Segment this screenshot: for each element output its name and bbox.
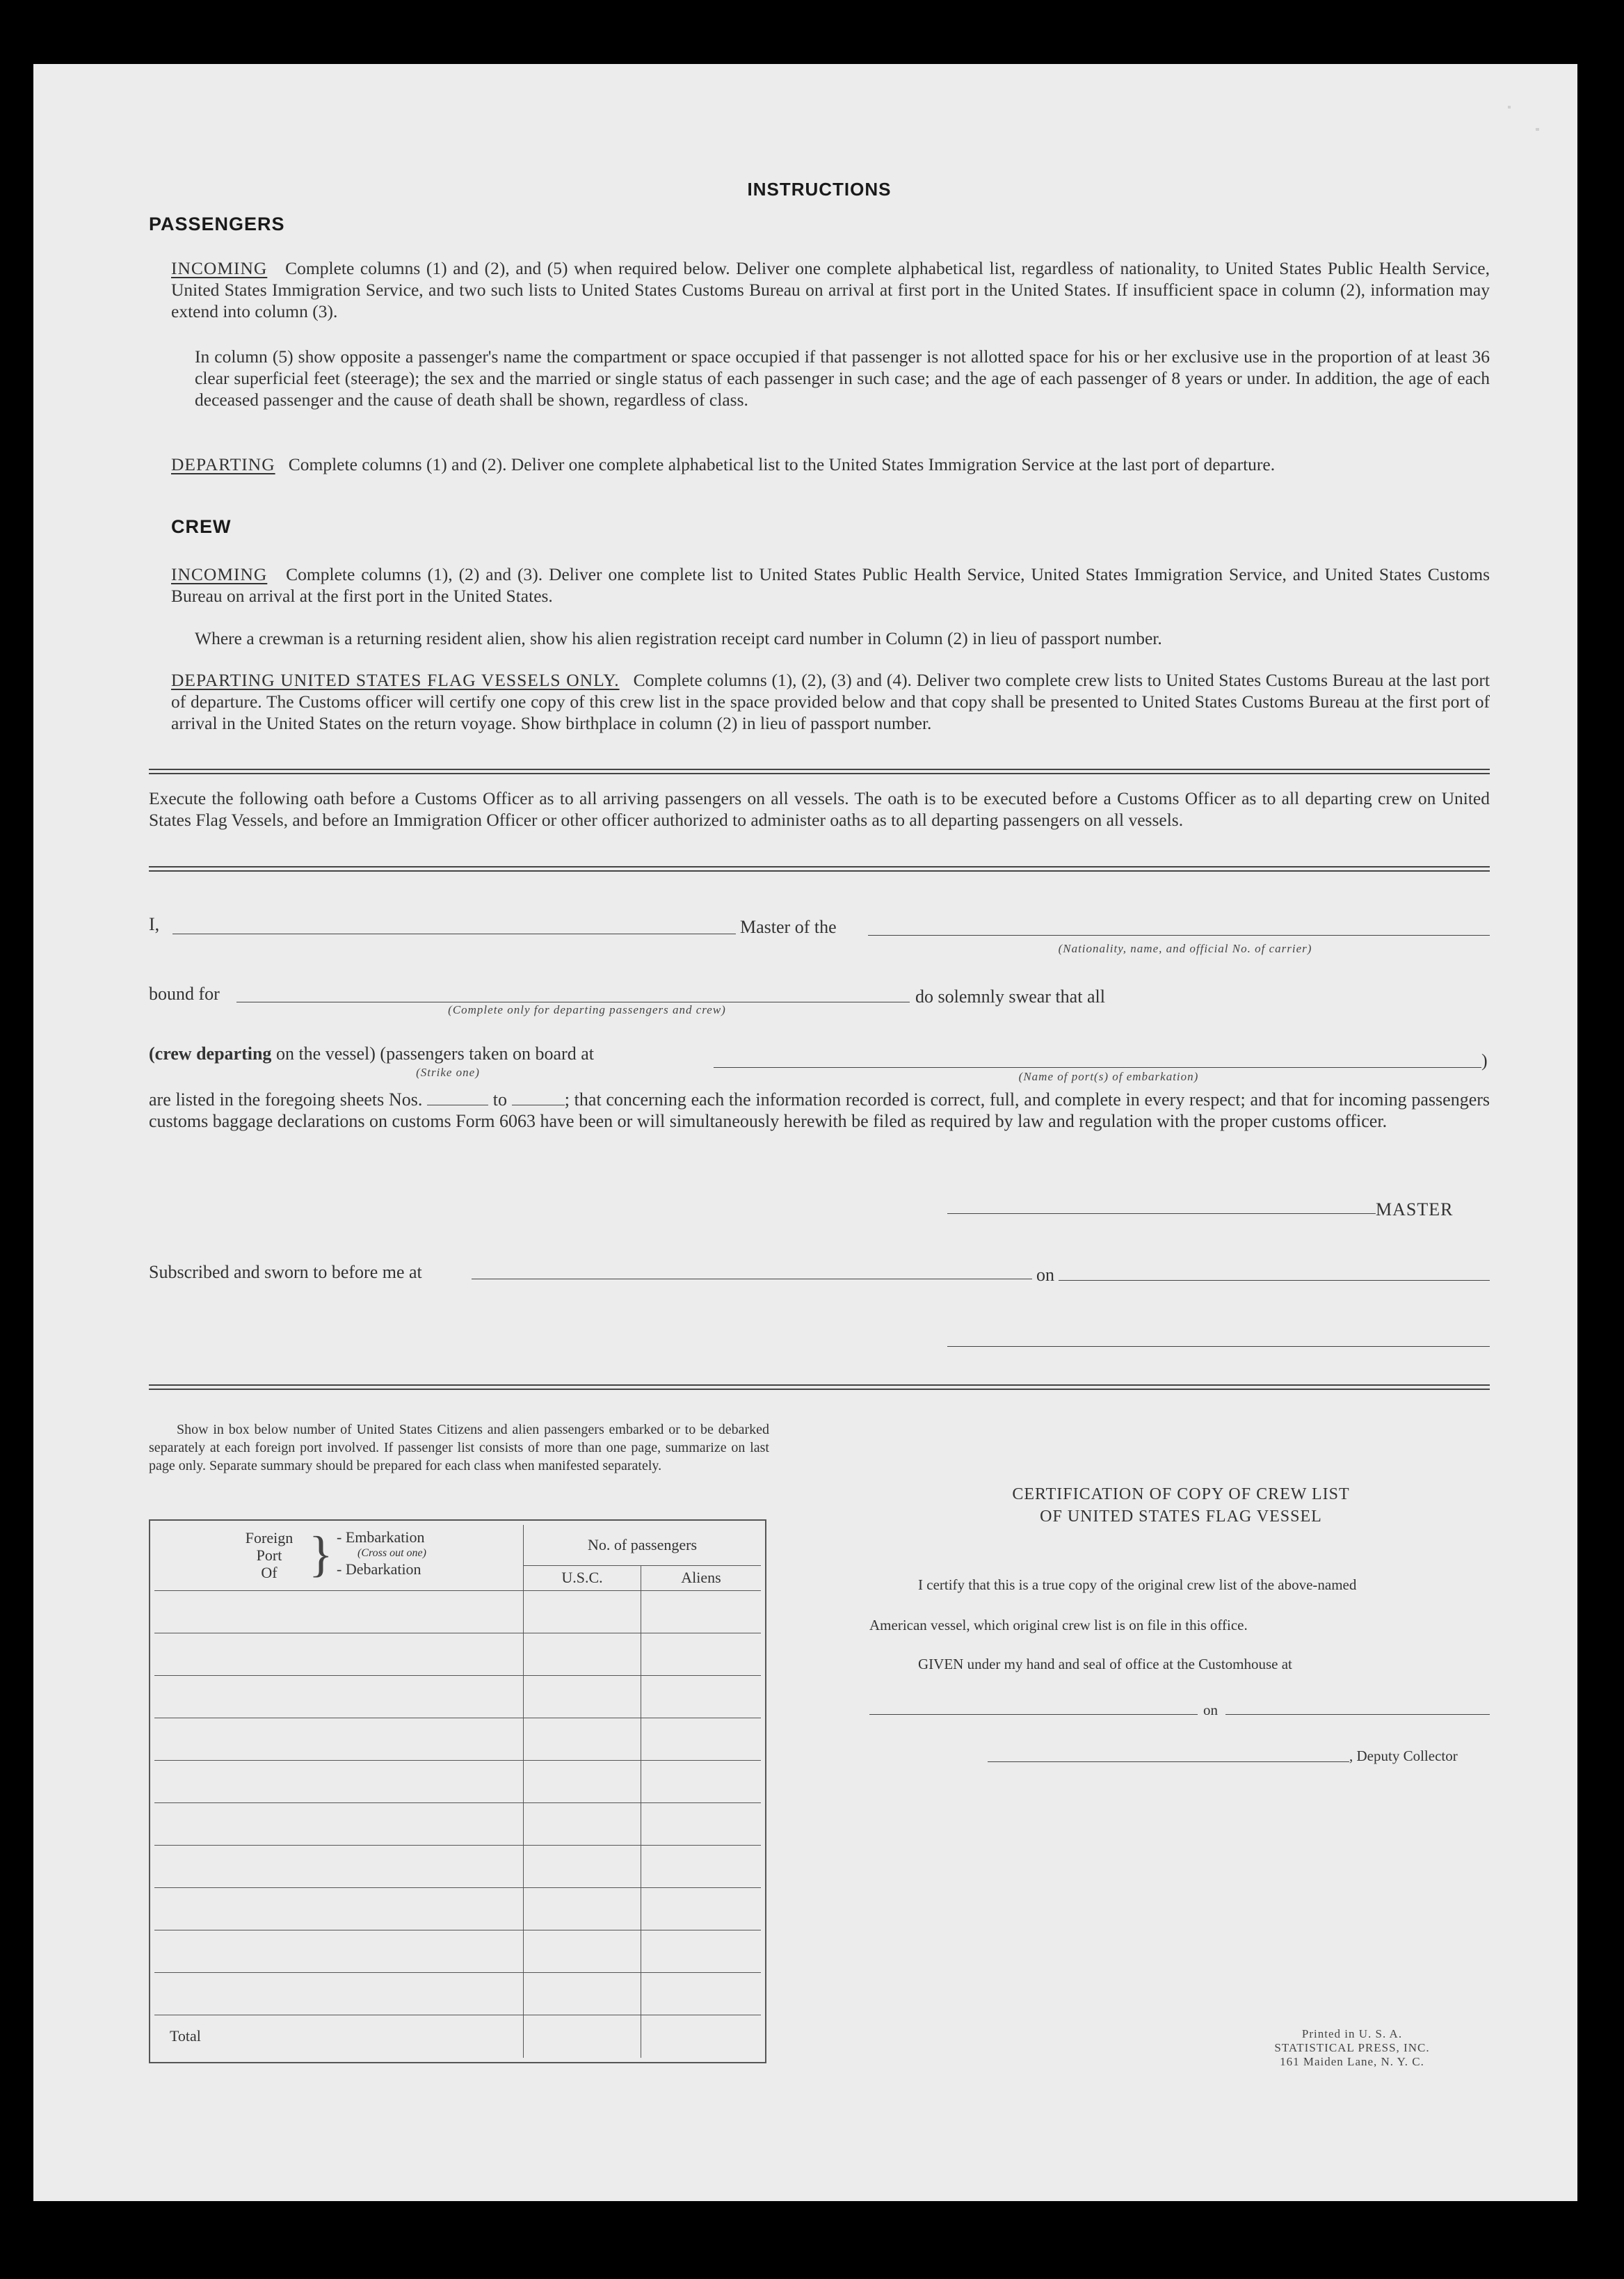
aliens-cell[interactable] (641, 1675, 762, 1718)
page-title: INSTRUCTIONS (747, 179, 892, 200)
port-embarkation-field[interactable] (714, 1067, 1481, 1068)
printer-line3: 161 Maiden Lane, N. Y. C. (1280, 2055, 1424, 2068)
carrier-field[interactable] (868, 935, 1490, 936)
brace-icon: } (309, 1526, 333, 1582)
port-cell[interactable] (154, 1887, 524, 1930)
printer-line1: Printed in U. S. A. (1301, 2027, 1403, 2040)
certification-title-line2: OF UNITED STATES FLAG VESSEL (1040, 1508, 1322, 1526)
aliens-cell[interactable] (641, 1718, 762, 1760)
crew-passengers-line (149, 1043, 594, 1064)
passengers-incoming-label: INCOMING (171, 258, 268, 278)
cross-out-label: (Cross out one) (357, 1547, 426, 1559)
cert-date-field[interactable] (1225, 1714, 1490, 1715)
crew-departing-paragraph (171, 669, 1490, 734)
passengers-departing-text: Complete columns (1) and (2). Deliver one complete alphabetical list to the United States Immigration Service at the last port of departure. (288, 454, 1276, 474)
listed-paragraph (149, 1089, 1490, 1132)
sworn-date-field[interactable] (1059, 1280, 1490, 1281)
on-vessel-text: on the vessel) (275, 1043, 376, 1064)
passengers-departing-paragraph (171, 454, 1490, 475)
certification-title-line1: CERTIFICATION OF COPY OF CREW LIST (1012, 1485, 1350, 1503)
foreign-port-header (154, 1525, 524, 1590)
no-passengers-header: No. of passengers (524, 1525, 762, 1565)
certify-line-2: American vessel, which original crew list is on file in this office. (869, 1617, 1248, 1633)
passengers-taken-text: (passengers taken on board at (380, 1043, 594, 1064)
to-label: to (492, 1089, 508, 1110)
crew-incoming-text: Complete columns (1), (2) and (3). Deliver one complete list to United States Public Health Service, United States Immigration Service, and United States Customs Bureau on arrival at the first port in the United States. (171, 564, 1490, 606)
port-cell[interactable] (154, 1972, 524, 2015)
aliens-cell[interactable] (641, 1802, 762, 1845)
sheet-to-field[interactable] (512, 1092, 565, 1105)
given-line: GIVEN under my hand and seal of office at the Customhouse at (918, 1656, 1292, 1672)
usc-cell[interactable] (524, 1887, 641, 1930)
summary-note: Show in box below number of United States Citizens and alien passengers embarked or to be debarked separately at each foreign port involved. If passenger list consists of more than one page, summarize on last page only. Separate summary should be prepared for each class when manifested separately. (149, 1422, 769, 1473)
passengers-heading: PASSENGERS (149, 214, 285, 234)
divider (149, 1384, 1490, 1390)
close-paren: ) (1481, 1050, 1488, 1071)
subscribed-label: Subscribed and sworn to before me at (149, 1262, 422, 1282)
passengers-incoming-paragraph (171, 257, 1490, 322)
port-caption: (Name of port(s) of embarkation) (1018, 1070, 1199, 1083)
passengers-departing-label: DEPARTING (171, 454, 275, 474)
aliens-cell[interactable] (641, 1760, 762, 1802)
crew-resident-paragraph: Where a crewman is a returning resident alien, show his alien registration receipt card number in Column (2) in lieu of passport number. (195, 628, 1162, 648)
master-signature-field[interactable] (947, 1213, 1376, 1214)
usc-cell[interactable] (524, 1675, 641, 1718)
summary-table (154, 1525, 761, 2058)
strike-caption: (Strike one) (416, 1066, 480, 1079)
debarkation-label: - Debarkation (337, 1560, 421, 1578)
usc-cell[interactable] (524, 1845, 641, 1887)
usc-cell[interactable] (524, 1718, 641, 1760)
total-usc-cell[interactable] (524, 2015, 641, 2058)
usc-cell[interactable] (524, 1760, 641, 1802)
aliens-cell[interactable] (641, 1887, 762, 1930)
master-of-label: Master of the (740, 917, 837, 937)
crew-heading: CREW (171, 516, 232, 537)
divider (149, 866, 1490, 872)
speck (1536, 128, 1539, 131)
crew-incoming-paragraph (171, 563, 1490, 607)
swear-label: do solemnly swear that all (915, 986, 1105, 1007)
usc-header: U.S.C. (524, 1565, 641, 1590)
aliens-cell[interactable] (641, 1590, 762, 1633)
port-cell[interactable] (154, 1930, 524, 1972)
port-cell[interactable] (154, 1760, 524, 1802)
usc-cell[interactable] (524, 1930, 641, 1972)
certify-line: I certify that this is a true copy of the original crew list of the above-named (918, 1576, 1357, 1593)
total-label: Total (154, 2015, 524, 2058)
master-label: MASTER (1376, 1199, 1454, 1220)
passengers-incoming-text: Complete columns (1) and (2), and (5) when required below. Deliver one complete alphabetical list, regardless of nationality, to United States Public Health Service, United States Immigration Service, and two such lists to United States Customs Bureau on arrival at first port in the United States. If insufficient space in column (2), information may extend into column (3). (171, 258, 1490, 321)
nationality-caption: (Nationality, name, and official No. of carrier) (1058, 942, 1312, 955)
port-cell[interactable] (154, 1675, 524, 1718)
listed-suffix: ; that concerning each the information recorded is correct, full, and complete in every respect; and that for incoming passengers customs baggage declarations on customs Form 6063 have been or will simultaneously herewith be filed as required by law and regulation with the proper customs officer. (149, 1089, 1490, 1131)
aliens-cell[interactable] (641, 1930, 762, 1972)
sworn-on-label: on (1036, 1265, 1054, 1285)
port-cell[interactable] (154, 1633, 524, 1675)
of-label: Of (261, 1564, 278, 1581)
summary-box (149, 1519, 766, 2063)
crew-departing-bold: (crew departing (149, 1043, 272, 1064)
oath-i-label: I, (149, 914, 160, 934)
total-aliens-cell[interactable] (641, 2015, 762, 2058)
crew-departing-label: DEPARTING UNITED STATES FLAG VESSELS ONLY. (171, 670, 620, 690)
embarkation-label: - Embarkation (337, 1528, 425, 1546)
deputy-label: , Deputy Collector (1349, 1748, 1458, 1764)
crew-departing-text: Complete columns (1), (2), (3) and (4). Deliver two complete crew lists to United States Customs Bureau at the last port of departure. The Customs officer will certify one copy of this crew list in the space provided below and that copy shall be presented to United States Customs Bureau at the first port of arrival in the United States on the return voyage. Show birthplace in column (2) in lieu of passport number. (171, 670, 1490, 733)
port-cell[interactable] (154, 1590, 524, 1633)
customhouse-field[interactable] (869, 1714, 1198, 1715)
port-label: Port (256, 1546, 282, 1564)
divider (149, 769, 1490, 774)
aliens-cell[interactable] (641, 1845, 762, 1887)
usc-cell[interactable] (524, 1590, 641, 1633)
listed-prefix: are listed in the foregoing sheets Nos. (149, 1089, 423, 1110)
certification-title (872, 1483, 1490, 1528)
aliens-cell[interactable] (641, 1633, 762, 1675)
officer-signature-field[interactable] (947, 1346, 1490, 1347)
cert-on-label: on (1203, 1702, 1218, 1718)
sheet-from-field[interactable] (427, 1092, 488, 1105)
form-sheet (33, 64, 1577, 2201)
aliens-header: Aliens (641, 1565, 762, 1590)
port-cell[interactable] (154, 1802, 524, 1845)
port-cell[interactable] (154, 1718, 524, 1760)
usc-cell[interactable] (524, 1633, 641, 1675)
port-cell[interactable] (154, 1845, 524, 1887)
aliens-cell[interactable] (641, 1972, 762, 2015)
speck (1508, 106, 1511, 109)
foreign-label: Foreign (245, 1529, 294, 1546)
passengers-column5-paragraph: In column (5) show opposite a passenger's name the compartment or space occupied if that passenger is not allotted space for his or her exclusive use in the proportion of at least 36 clear superficial feet (steerage); the sex and the married or single status of each passenger in such case; and the age of each passenger of 8 years or under. In addition, the age of each deceased passenger and the cause of death shall be shown, regardless of class. (195, 346, 1490, 410)
bound-for-label: bound for (149, 984, 220, 1004)
printer-line2: STATISTICAL PRESS, INC. (1274, 2041, 1430, 2054)
oath-intro: Execute the following oath before a Customs Officer as to all arriving passengers on all vessels. The oath is to be executed before a Customs Officer as to all departing crew on United States Flag Vessels, and before an Immigration Officer or other officer authorized to administer oaths as to all departing passengers on all vessels. (149, 788, 1490, 830)
printer-stamp (1248, 2027, 1456, 2069)
bound-caption: (Complete only for departing passengers and crew) (448, 1003, 726, 1016)
usc-cell[interactable] (524, 1972, 641, 2015)
crew-incoming-label: INCOMING (171, 564, 268, 584)
deputy-signature-field[interactable] (988, 1761, 1349, 1762)
usc-cell[interactable] (524, 1802, 641, 1845)
